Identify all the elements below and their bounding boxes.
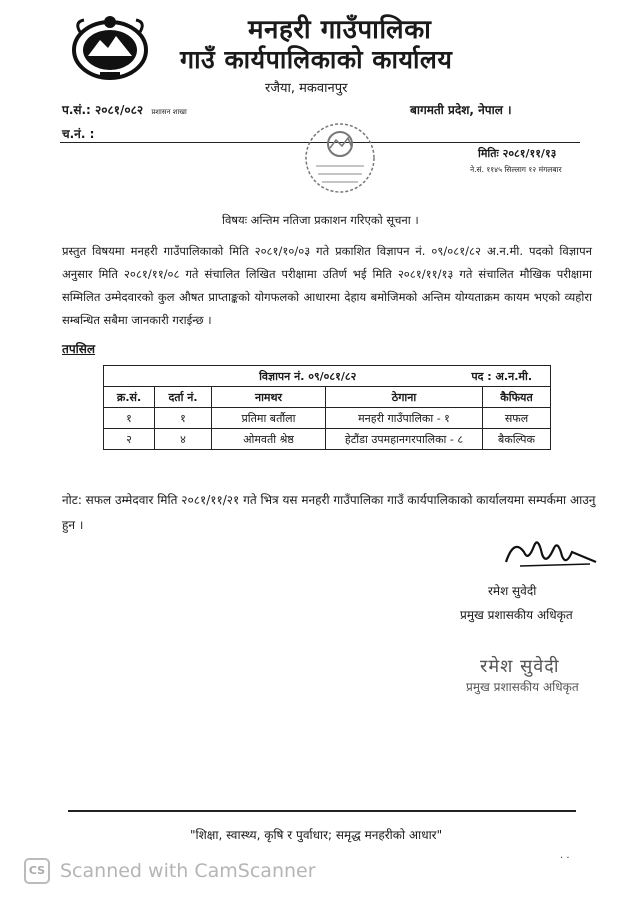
table-row [104, 429, 551, 450]
footer-motto: "शिक्षा, स्वास्थ्य, कृषि र पुर्वाधार; समृद्ध मनहरीको आधार" [190, 828, 443, 842]
section-name: प्रशासन शाखा [151, 108, 187, 116]
signatory-name: रमेश सुवेदी [488, 584, 537, 598]
signature-icon [500, 532, 600, 574]
camscanner-watermark: Scanned with CamScanner [60, 860, 316, 882]
col-reg-no: दर्ता नं. [155, 387, 212, 408]
cell-reg-no: ४ [155, 429, 212, 450]
cell-remarks: बैकल्पिक [483, 429, 551, 450]
nepal-emblem-icon [70, 12, 150, 82]
cell-name: ओमवती श्रेष्ठ [212, 429, 326, 450]
name-stamp: रमेश सुवेदी [480, 656, 560, 677]
note-text: नोट: सफल उम्मेदवार मिति २०८१/११/२१ गते भित्र यस मनहरी गाउँपालिका गाउँ कार्यपालिकाको कार्यालयमा सम्पर्कमा आउनु हुन । [62, 493, 596, 532]
corner-marks: · · [560, 853, 570, 864]
vigyapan-number: विज्ञापन नं. ०९/०८१/८२ [259, 369, 357, 383]
col-serial: क्र.सं. [104, 387, 155, 408]
table-caption-row [104, 366, 551, 387]
ref-label: प.सं.: [62, 103, 91, 117]
date-bs: मितिः २०८१/११/१३ [478, 147, 557, 160]
office-address: रजैया, मकवानपुर [265, 81, 348, 96]
notice-subject: विषयः अन्तिम नतिजा प्रकाशन गरिएको सूचना । [222, 213, 419, 227]
ref-value: २०८१/०८२ [95, 103, 144, 117]
details-heading: तपसिल [62, 342, 96, 356]
cell-reg-no: १ [155, 408, 212, 429]
footer-divider [68, 810, 576, 812]
col-remarks: कैफियत [483, 387, 551, 408]
signatory-designation: प्रमुख प्रशासकीय अधिकृत [460, 608, 573, 622]
chalani-number: च.नं. : [62, 127, 95, 141]
cell-remarks: सफल [483, 408, 551, 429]
office-name: गाउँ कार्यपालिकाको कार्यालय [180, 45, 453, 74]
cell-serial: २ [104, 429, 155, 450]
cell-name: प्रतिमा बर्तौला [212, 408, 326, 429]
table-header-row [104, 387, 551, 408]
designation-stamp: प्रमुख प्रशासकीय अधिकृत [466, 680, 579, 694]
province-text: बागमती प्रदेश, नेपाल । [410, 103, 512, 117]
cell-address: हेटौंडा उपमहानगरपालिका - ८ [326, 429, 483, 450]
cell-address: मनहरी गाउँपालिका - १ [326, 408, 483, 429]
office-seal-icon [290, 118, 390, 198]
date-nepal-sambat: ने.सं. ११४५ सिल्लाग १२ मंगलबार [470, 165, 562, 174]
table-row [104, 408, 551, 429]
post-name: पद : अ.न.मी. [471, 369, 532, 383]
col-name: नामथर [212, 387, 326, 408]
col-address: ठेगाना [326, 387, 483, 408]
camscanner-logo-icon: CS [24, 858, 50, 884]
reference-number [62, 101, 187, 118]
table-caption [104, 366, 551, 387]
cell-serial: १ [104, 408, 155, 429]
notice-body: प्रस्तुत विषयमा मनहरी गाउँपालिकाको मिति २०८१/१०/०३ गते प्रकाशित विज्ञापन नं. ०९/०८१/८२ अ.न.मी. पदको विज्ञापन अनुसार मिति २०८१/११/०८ गते संचालित लिखित परीक्षामा उतिर्ण भई मिति २०८१/११/१३ गते संचालित मौखिक परीक्षामा सम्मिलित उम्मेदवारको कुल औषत प्राप्ताङ्कको योगफलको आधारमा देहाय बमोजिमको अन्तिम योग्यताक्रम कायम भएको व्यहोरा सम्बन्धित सबैमा जानकारी गराईन्छ । [62, 244, 592, 327]
results-table [103, 365, 551, 450]
municipality-name: मनहरी गाउँपालिका [248, 15, 432, 45]
